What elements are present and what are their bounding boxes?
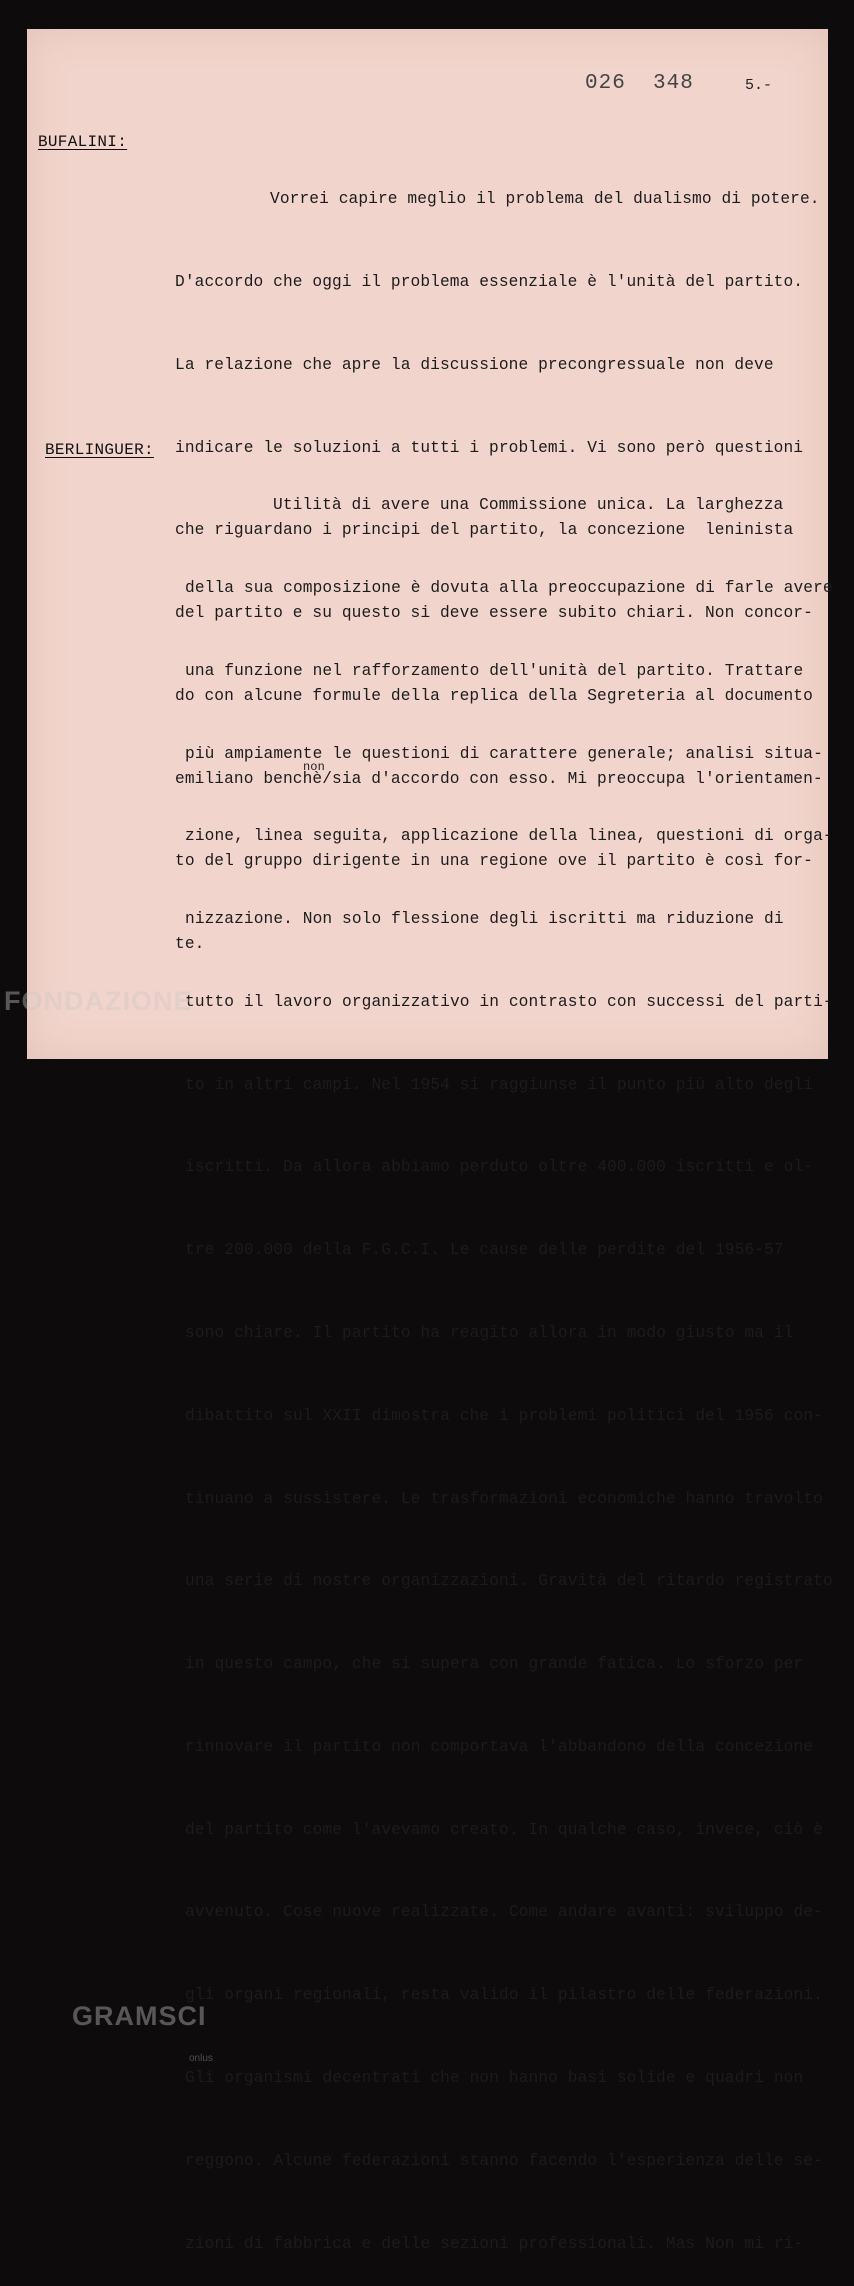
text-line: della sua composizione è dovuta alla preoccupazione di farle avere: [185, 578, 833, 597]
text-line: tinuano a sussistere. Le trasformazioni economiche hanno travolto: [185, 1489, 823, 1508]
text-line: avvenuto. Cose nuove realizzate. Come andare avanti: sviluppo de-: [185, 1903, 823, 1922]
speech-berlinguer: [185, 437, 833, 2286]
text-line: tre 200.000 della F.G.C.I. Le cause delle perdite del 1956-57: [185, 1241, 784, 1260]
text-line: dibattito sul XXII dimostra che i problemi politici del 1956 con-: [185, 1406, 823, 1425]
text-line: zioni di fabbrica e delle sezioni professionali. Mas Non mi ri-: [185, 2234, 804, 2253]
text-line: più ampiamente le questioni di carattere generale; analisi situa-: [185, 744, 823, 763]
text-line: del partito e su questo si deve essere subito chiari. Non concor-: [175, 604, 813, 623]
text-line: tutto il lavoro organizzativo in contrasto con successi del parti-: [185, 992, 833, 1011]
text-line: La relazione che apre la discussione precongressuale non deve: [175, 355, 774, 374]
speaker-name-berlinguer: BERLINGUER:: [45, 441, 154, 459]
text-line: zione, linea seguita, applicazione della linea, questioni di orga-: [185, 827, 833, 846]
page-number: 5.-: [745, 77, 773, 94]
text-line: una serie di nostre organizzazioni. Gravità del ritardo registrato: [185, 1572, 833, 1591]
watermark-line3: onlus: [189, 2053, 213, 2064]
watermark-line2: GRAMSCI: [72, 2001, 207, 2031]
text-line: una funzione nel rafforzamento dell'unità del partito. Trattare: [185, 661, 804, 680]
text-line: do con alcune formule della replica della Segreteria al documento: [175, 686, 813, 705]
text-line: Utilità di avere una Commissione unica. La larghezza: [273, 496, 784, 515]
watermark-line1: FONDAZIONE: [4, 986, 193, 1016]
text-line: sono chiare. Il partito ha reagito allora in modo giusto ma il: [185, 1324, 794, 1342]
text-line: to del gruppo dirigente in una regione ove il partito è così for-: [175, 852, 813, 871]
text-line: indicare le soluzioni a tutti i problemi. Vi sono però questioni: [175, 438, 804, 457]
text-line: Vorrei capire meglio il problema del dualismo di potere.: [270, 190, 820, 209]
archive-reference-number: 026 348: [585, 72, 694, 95]
watermark-logo: [4, 986, 213, 2064]
text-line: iscritti. Da allora abbiamo perduto oltre 400.000 iscritti e ol-: [185, 1158, 814, 1177]
speaker-name-bufalini: BUFALINI:: [38, 133, 128, 151]
text-line: in questo campo, che si supera con grande fatica. Lo sforzo per: [185, 1655, 804, 1674]
text-line: D'accordo che oggi il problema essenziale è l'unità del partito.: [175, 272, 804, 291]
text-line-content: emiliano benchè/sia d'accordo con esso. Mi preoccupa l'orientamen-: [175, 769, 823, 788]
text-line: del partito come l'avevamo creato. In qualche caso, invece, ciò è: [185, 1820, 823, 1839]
text-line: Gli organismi decentrati che non hanno basi solide e quadri non: [185, 2069, 804, 2088]
handwritten-insertion: non: [303, 759, 325, 774]
text-line: te.: [175, 935, 205, 954]
text-line: rinnovare il partito non comportava l'abbandono della concezione: [185, 1737, 814, 1756]
text-line: to in altri campi. Nel 1954 si raggiunse il punto più alto degli: [185, 1075, 814, 1094]
text-line: che riguardano i principi del partito, la concezione leninista: [175, 521, 794, 540]
text-line: nizzazione. Non solo flessione degli iscritti ma riduzione di: [185, 910, 784, 929]
text-line: reggono. Alcune federazioni stanno facendo l'esperienza delle se-: [185, 2151, 823, 2170]
text-line: gli organi regionali, resta valido il pilastro delle federazioni.: [185, 1986, 823, 2005]
